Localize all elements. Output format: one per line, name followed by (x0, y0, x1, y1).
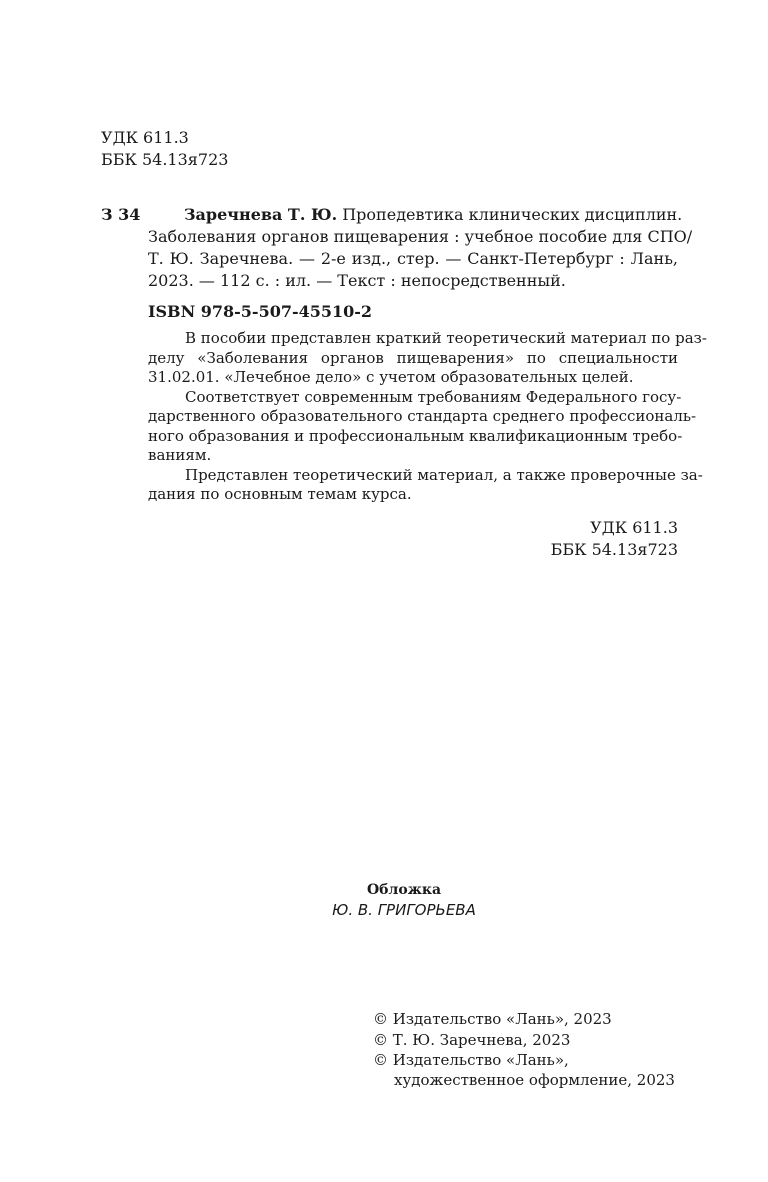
annotation-p1-line-2: делу «Заболевания органов пищеварения» по специальности (148, 348, 678, 367)
annotation-p1-line-3: 31.02.01. «Лечебное дело» с учетом образовательных целей. (148, 368, 634, 386)
isbn: ISBN 978-5-507-45510-2 (148, 302, 373, 321)
annotation-p1-line-1: В пособии представлен краткий теоретический материал по раз- (185, 329, 707, 347)
bbk-bottom: ББК 54.13я723 (550, 540, 678, 559)
copyright-line-3: © Издательство «Лань», (373, 1051, 569, 1069)
udk-top: УДК 611.3 (101, 128, 189, 147)
entry-line-2: Заболевания органов пищеварения : учебное пособие для СПО/ (148, 227, 693, 246)
bbk-top: ББК 54.13я723 (101, 150, 229, 169)
entry-line-1 (184, 204, 683, 226)
copyright-line-1: © Издательство «Лань», 2023 (373, 1010, 612, 1028)
cover-artist: Ю. В. ГРИГОРЬЕВА (332, 901, 476, 919)
entry-line-3: Т. Ю. Заречнева. — 2-е изд., стер. — Санкт-Петербург : Лань, (148, 249, 678, 268)
udk-bottom: УДК 611.3 (590, 518, 678, 537)
annotation-p3-line-1: Представлен теоретический материал, а также проверочные за- (185, 465, 703, 484)
author-code: З 34 (101, 205, 141, 224)
annotation-p2-line-4: ваниям. (148, 446, 212, 464)
copyright-line-4: художественное оформление, 2023 (394, 1071, 675, 1089)
copyright-line-2: © Т. Ю. Заречнева, 2023 (373, 1031, 571, 1049)
annotation-p3-line-2: дания по основным темам курса. (148, 485, 412, 503)
entry-title: Пропедевтика клинических дисциплин. (337, 205, 683, 224)
entry-line-4: 2023. — 112 с. : ил. — Текст : непосредственный. (148, 271, 566, 290)
annotation-p2-line-3: ного образования и профессиональным квалификационным требо- (148, 426, 683, 445)
cover-label: Обложка (366, 882, 442, 898)
author-name: Заречнева Т. Ю. (184, 205, 338, 224)
annotation (148, 329, 707, 505)
annotation-p2-line-2: дарственного образовательного стандарта среднего профессиональ- (148, 407, 697, 425)
annotation-p2-line-1: Соответствует современным требованиям Федерального госу- (185, 387, 682, 406)
